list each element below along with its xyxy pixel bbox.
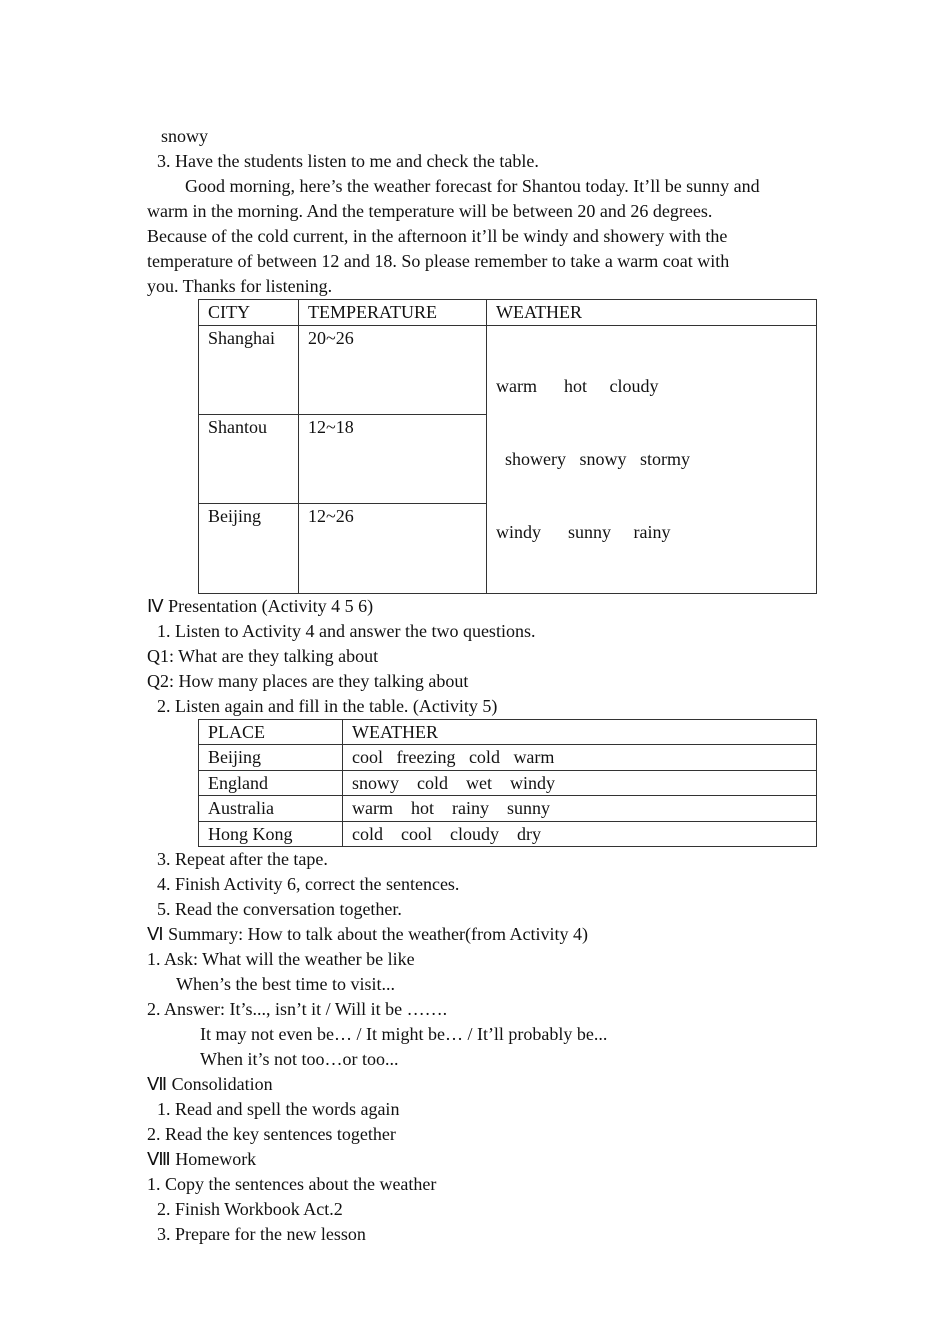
weather-words-line: windy sunny rainy xyxy=(496,521,671,542)
header-cell: TEMPERATURE xyxy=(299,300,487,326)
text-line: When’s the best time to visit... xyxy=(176,974,395,994)
temperature-cell: 20~26 xyxy=(299,325,487,414)
forecast-line: warm in the morning. And the temperature will be between 20 and 26 degrees. xyxy=(147,201,713,221)
section-heading: Ⅷ Homework xyxy=(147,1149,257,1169)
table-row xyxy=(199,325,817,414)
weather-words-cell xyxy=(487,325,817,593)
table-header-row xyxy=(199,719,817,745)
weather-cell: snowy cold wet windy xyxy=(343,770,817,796)
place-cell: Hong Kong xyxy=(199,821,343,847)
text-line: 2. Read the key sentences together xyxy=(147,1124,396,1144)
weather-words-line: warm hot cloudy xyxy=(496,375,659,396)
header-cell: PLACE xyxy=(199,719,343,745)
text-line: 3. Prepare for the new lesson xyxy=(157,1224,366,1244)
header-cell: WEATHER xyxy=(487,300,817,326)
text-line: 3. Have the students listen to me and check the table. xyxy=(157,151,539,171)
text-line: snowy xyxy=(161,126,209,146)
section-heading: Ⅳ Presentation (Activity 4 5 6) xyxy=(147,595,374,616)
text-line: 1. Read and spell the words again xyxy=(157,1099,400,1119)
weather-words-line: showery snowy stormy xyxy=(496,448,690,469)
weather-cell: cold cool cloudy dry xyxy=(343,821,817,847)
table-row xyxy=(199,745,817,771)
table-row xyxy=(199,770,817,796)
text-line: 1. Copy the sentences about the weather xyxy=(147,1174,437,1194)
header-cell: CITY xyxy=(199,300,299,326)
forecast-line: Good morning, here’s the weather forecast for Shantou today. It’ll be sunny and xyxy=(185,176,760,196)
text-line: Q2: How many places are they talking about xyxy=(147,670,469,691)
text-line: 2. Listen again and fill in the table. (Activity 5) xyxy=(157,695,498,716)
text-line: When it’s not too…or too... xyxy=(200,1049,399,1069)
text-line: 5. Read the conversation together. xyxy=(157,899,402,919)
text-line: Q1: What are they talking about xyxy=(147,645,379,666)
table-row xyxy=(199,821,817,847)
forecast-line: you. Thanks for listening. xyxy=(147,276,333,296)
text-line: 2. Finish Workbook Act.2 xyxy=(157,1199,343,1219)
place-cell: Beijing xyxy=(199,745,343,771)
temperature-cell: 12~26 xyxy=(299,504,487,593)
text-line: 4. Finish Activity 6, correct the sentences. xyxy=(157,874,460,894)
text-line: 3. Repeat after the tape. xyxy=(157,849,328,869)
place-cell: Australia xyxy=(199,796,343,822)
text-line: 1. Ask: What will the weather be like xyxy=(147,949,415,969)
header-cell: WEATHER xyxy=(343,719,817,745)
table-header-row xyxy=(199,300,817,326)
place-weather-table xyxy=(198,719,817,848)
city-cell: Beijing xyxy=(199,504,299,593)
table-row xyxy=(199,796,817,822)
text-line: 2. Answer: It’s..., isn’t it / Will it be ……. xyxy=(147,999,448,1019)
text-line: 1. Listen to Activity 4 and answer the two questions. xyxy=(157,620,536,641)
document-body xyxy=(147,124,817,1247)
place-cell: England xyxy=(199,770,343,796)
city-cell: Shanghai xyxy=(199,325,299,414)
city-weather-table xyxy=(198,299,817,594)
weather-cell: cool freezing cold warm xyxy=(343,745,817,771)
text-line: It may not even be… / It might be… / It’ll probably be... xyxy=(200,1024,608,1044)
weather-cell: warm hot rainy sunny xyxy=(343,796,817,822)
section-heading: Ⅵ Summary: How to talk about the weather(from Activity 4) xyxy=(147,924,589,944)
forecast-line: Because of the cold current, in the afternoon it’ll be windy and showery with the xyxy=(147,226,728,246)
forecast-line: temperature of between 12 and 18. So please remember to take a warm coat with xyxy=(147,251,730,271)
section-heading: Ⅶ Consolidation xyxy=(147,1074,273,1094)
temperature-cell: 12~18 xyxy=(299,414,487,503)
city-cell: Shantou xyxy=(199,414,299,503)
